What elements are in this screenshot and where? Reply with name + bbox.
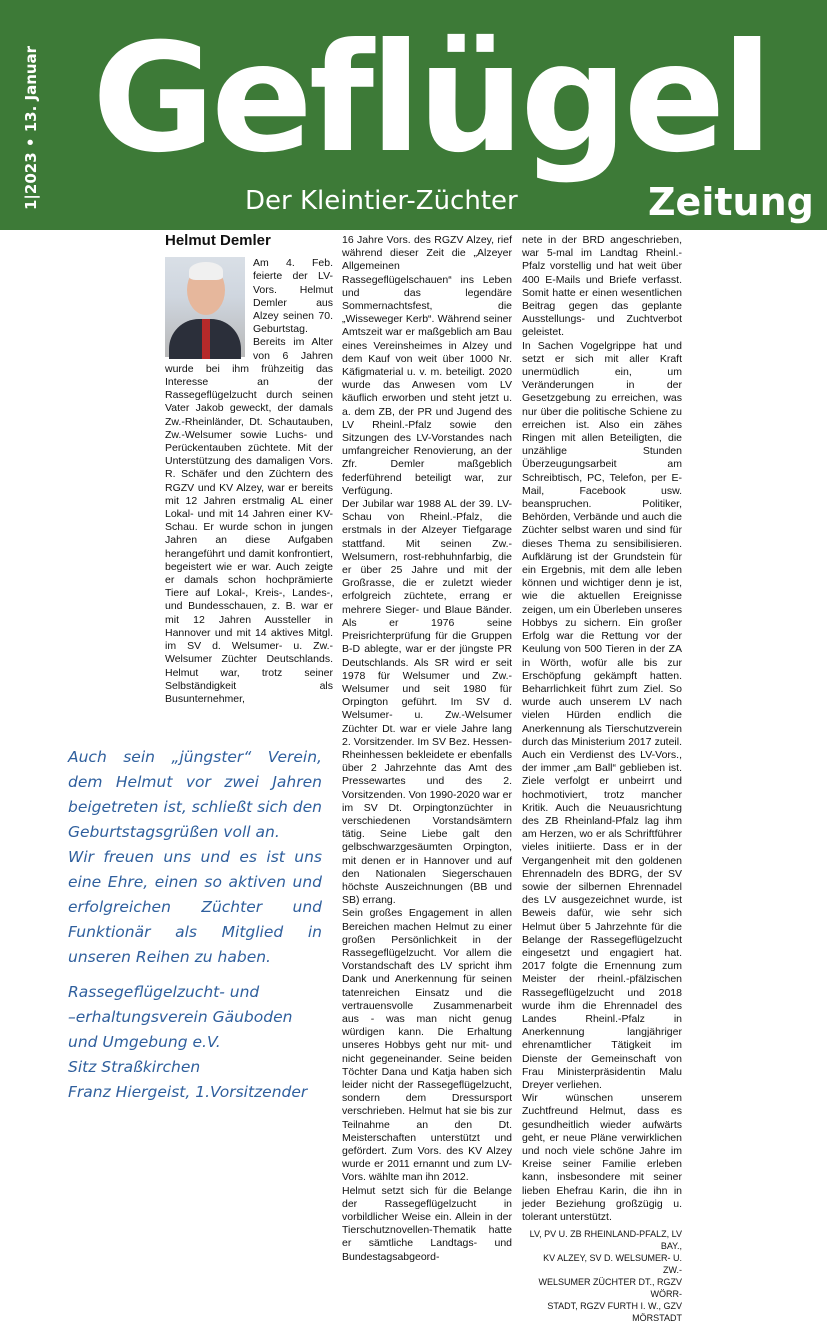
- article-paragraph: 16 Jahre Vors. des RGZV Alzey, rief während dieser Zeit die „Alzeyer Allgemeinen Rassegeflügelschauen“ ins Leben und das legendäre Sommernachtsfest, die „Wisseweger Kerb“. Während seiner Amtszeit war er maßgeblich am Bau eines Vereinsheimes in Alzey und dem Kauf von weit über 1000 Nr. Käfigmaterial u. v. m. beteiligt. 2020 wurde das Anwesen vom LV käuflich erworben und steht jetzt u. a. dem ZB, der PR und Jugend des LV Rheinl.-Pfalz sowie den Sitzungen des LV-Vorstandes nach umfangreicher Renovierung, an der Zfr. Demler maßgeblich federführend beteiligt war, zur Verfügung.: [342, 234, 512, 497]
- signature-line: Franz Hiergeist, 1.Vorsitzender: [68, 1083, 308, 1101]
- signature-line: Rassegeflügelzucht- und: [68, 983, 260, 1001]
- article-paragraph: nete in der BRD angeschrieben, war 5-mal im Landtag Rheinl.-Pfalz vorstellig und hat weit über 400 E-Mails und Briefe verfasst. Somit hatte er einen wesentlichen Beitrag gegen das geplante Ausstellungs- und Zuchtverbot geleistet.: [522, 234, 682, 339]
- article-column-2: [342, 234, 512, 1263]
- greeting-paragraph-1: Auch sein „jüngster“ Verein, dem Helmut vor zwei Jahren beigetreten ist, schließt sich den Geburtstagsgrüßen voll an.: [68, 748, 322, 841]
- magazine-subtitle: Der Kleintier-Züchter: [245, 186, 518, 216]
- magazine-zeitung: Zeitung: [648, 180, 814, 224]
- article-column-1: [165, 234, 333, 704]
- article-paragraph: Der Jubilar war 1988 AL der 39. LV-Schau von Rheinl.-Pfalz, die erstmals in der Alzeyer Tiefgarage stattfand. Mit seinen Zw.-Welsumern, rost-rebhuhnfarbig, die er über 25 Jahre und mit der Großrasse, die er zuletzt wieder erfolgreich züchtete, errang er mehrere Sieger- und Blaue Bänder. Als er 1976 seine Preisrichterprüfung für die Gruppen B-D ablegte, war er der jüngste PR Deutschlands. Als SR wird er seit 1978 für Welsumer und Zw.-Welsumer und seit 1980 für Orpington geführt. Im SV d. Welsumer- u. Zw.-Welsumer Züchter Dt. war er viele Jahre lang 2. Vorsitzender. Im SV Bez. Hessen-Rheinhessen bekleidete er ebenfalls über 2 Jahrzehnte das Amt des Pressewartes und des 2. Vorsitzenden. Von 1990-2020 war er im SV Dt. Orpingtonzüchter in verschiedenen Vorstandsämtern tätig. Seine Liebe galt den gelbschwarzgesäumten Orpington, mit denen er in Hannover und auf den Nationalen Siegerschauen höchste Auszeichnungen (BB und SB) errang.: [342, 498, 512, 907]
- photo-tie: [202, 319, 210, 359]
- article-credits: [522, 1228, 682, 1324]
- article-paragraph: In Sachen Vogelgrippe hat und setzt er sich mit aller Kraft unermüdlich ein, um Veränderungen in der Gesetzgebung zu erreichen, was nur über die politische Schiene zu erreichen ist. Also ein zähes Ringen mit allen Beteiligten, die unzählige Stunden Überzeugungsarbeit am Schreibtisch, PC, Telefon, per E-Mail, Facebook usw. beanspruchen. Politiker, Behörden, Verbände und auch die Züchter selbst waren und sind für dieses Thema zu sensibilisieren. Aufklärung ist der Grundstein für ein Ergebnis, mit dem alle leben können und wichtiger denn je ist, wie die aktuellen Ereignisse zeigen, um ein Überleben unseres Hobbys zu sichern. Ein großer Erfolg war die Rettung vor der Keulung von 500 Tieren in der ZA in Wörth, wofür alle bis zur Erschöpfung gekämpft hatten. Beharrlichkeit führt zum Ziel. So wurde auch unserem LV nach vielen Hürden endlich die Anerkennung als Tierschutzverein durch das Ministerium 2017 zuteil. Auch ein Verdienst des LV-Vors., der immer „am Ball“ geblieben ist. Ziele verfolgt er unbeirrt und hochmotiviert, trotz mancher Kritik. Auch die Neuausrichtung des ZB Rheinland-Pfalz lag ihm am Herzen, wo er als Schriftführer vieles initiierte. Dass er in der Vergangenheit mit den goldenen Ehrennadeln des BDRG, der SV sowie der silbernen Ehrennadel des LV ausgezeichnet wurde, ist Beweis dafür, wie sehr sich Helmut über 5 Jahrzehnte für die Belange der Rassegeflügelzucht eingesetzt und engagiert hat. 2017 folgte die Ernennung zum Meister der rheinl.-pfälzischen Rassegeflügelzucht und 2018 wurde ihm die Ehrennadel des Landes Rheinl.-Pfalz in Anerkennung langjähriger ehrenamtlicher Tätigkeit im Dienste der Gemeinschaft von Frau Ministerpräsidentin Malu Dreyer verliehen.: [522, 339, 682, 1091]
- signature-line: Sitz Straßkirchen: [68, 1058, 201, 1076]
- issue-date: 1|2023 • 13. Januar: [22, 45, 40, 210]
- masthead: [0, 0, 827, 230]
- photo-hair: [189, 262, 223, 280]
- article-column-3: [522, 234, 682, 1324]
- credits-line: LV, PV U. ZB RHEINLAND-PFALZ, LV BAY.,: [529, 1229, 682, 1252]
- signature-line: –erhaltungsverein Gäuboden: [68, 1008, 293, 1026]
- signature-line: und Umgebung e.V.: [68, 1033, 221, 1051]
- article-author: Helmut Demler: [165, 232, 271, 249]
- article-paragraph: Sein großes Engagement in allen Bereichen machen Helmut zu einer großen Persönlichkeit in der Rassegeflügelzucht. Vor allem die Vorstandschaft des LV spricht ihm Dank und Anerkennung für seinen tatenreichen Einsatz und die vertrauensvolle Zusammenarbeit aus - was man nicht genug würdigen kann. Die Erhaltung unseres Hobbys geht nur mit- und nicht gegeneinander. Seine beiden Töchter Dana und Katja haben sich leider nicht der Rassegeflügelzucht, sondern dem Dressursport verschrieben. Helmut hat sie bis zur Teilnahme an den Dt. Meisterschaften unterstützt und gefördert. Zum Vors. des KV Alzey wurde er 2011 ernannt und zum LV-Vors. wählte man ihn 2012.: [342, 907, 512, 1184]
- magazine-title: Geflügel: [92, 12, 769, 186]
- credits-line: WELSUMER ZÜCHTER DT., RGZV WÖRR-: [538, 1277, 682, 1300]
- credits-line: KV ALZEY, SV D. WELSUMER- U. ZW.-: [543, 1253, 682, 1276]
- greeting-signature: [68, 980, 322, 1105]
- club-greeting: [68, 745, 322, 1105]
- greeting-paragraph-2: Wir freuen uns und es ist uns eine Ehre, einen so aktiven und erfolgreichen Züchter und Funktionär als Mitglied in unseren Reihen zu haben.: [68, 848, 322, 966]
- credits-line: STADT, RGZV FURTH I. W., GZV MÖRSTADT: [547, 1301, 682, 1324]
- article-paragraph: Helmut setzt sich für die Belange der Rassegeflügelzucht in vorbildlicher Weise ein. Allein in der Tierschutznovellen-Thematik hatte er sämtliche Landtags- und Bundestagsabgeord-: [342, 1184, 512, 1263]
- article-paragraph: Wir wünschen unserem Zuchtfreund Helmut, dass es gesundheitlich wieder aufwärts geht, er neue Pläne verwirklichen und noch viele schöne Jahre im Kreise seiner Familie erleben kann, insbesondere mit seiner lieben Ehefrau Karin, die ihn in jeder Beziehung großzügig u. tolerant unterstützt.: [522, 1092, 682, 1224]
- author-photo: [165, 257, 245, 357]
- article-paragraph: Am 4. Feb. feierte der LV-Vors. Helmut Demler aus Alzey seinen 70. Geburtstag. Bereits im Alter von 6 Jahren wurde bei ihm frühzeitig das Interesse an der Rassegeflügelzucht durch seinen Vater Jakob geweckt, der damals Zw.-Rheinländer, Dt. Schautauben, Zw.-Welsumer sowie Luchs- und Perückentauben züchtete. Mit der Unterstützung des damaligen Vors. R. Schäfer und den Züchtern des RGZV und KV Alzey, war er bereits mit 12 Jahren erstmalig AL einer Lokal- und mit 14 Jahren einer KV-Schau. Er wurde schon in jungen Jahren an diese Aufgaben herangeführt und damit konfrontiert, begeistert wie er war. Auch zeigte er damals schon hochprämierte Tiere auf Lokal-, Kreis-, Landes-, und Bundesschauen, z. B. war er mit 12 Jahren Aussteller in Hannover und mit 14 aktives Mitgl. im SV d. Welsumer- u. Zw.-Welsumer Züchter Deutschlands. Helmut war, trotz seiner Selbständigkeit als Busunternehmer,: [165, 257, 333, 705]
